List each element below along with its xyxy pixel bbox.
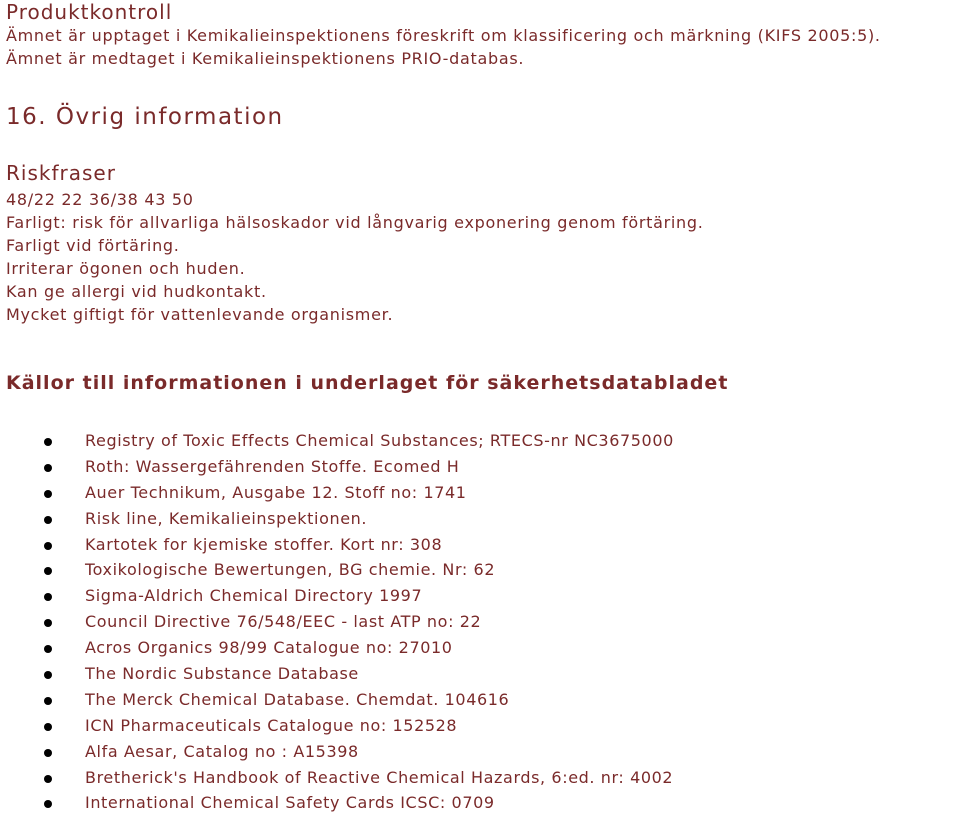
list-item: [6, 661, 674, 687]
source-text: Council Directive 76/548/EEC - last ATP no: 22: [85, 612, 482, 632]
bullet-icon: [44, 697, 52, 705]
source-text: The Merck Chemical Database. Chemdat. 104616: [85, 689, 510, 709]
riskfraser-line: Kan ge allergi vid hudkontakt.: [6, 282, 267, 301]
list-item: [6, 609, 674, 635]
bullet-icon: [44, 723, 52, 731]
produktkontroll-line-2: Ämnet är medtaget i Kemikalieinspektionens PRIO-databas.: [6, 49, 525, 68]
source-text: The Nordic Substance Database: [85, 664, 359, 684]
source-text: Kartotek for kjemiske stoffer. Kort nr: 308: [85, 534, 443, 554]
bullet-icon: [44, 619, 52, 627]
source-text: Alfa Aesar, Catalog no : A15398: [85, 741, 359, 761]
list-item: [6, 428, 674, 454]
bullet-icon: [44, 490, 52, 498]
list-item: [6, 506, 674, 532]
source-text: International Chemical Safety Cards ICSC: 0709: [85, 793, 495, 813]
bullet-icon: [44, 464, 52, 472]
source-text: Risk line, Kemikalieinspektionen.: [85, 508, 368, 528]
kallor-heading: Källor till informationen i underlaget för säkerhetsdatabladet: [6, 372, 729, 394]
riskfraser-line: Mycket giftigt för vattenlevande organismer.: [6, 305, 394, 324]
section-16-heading: 16. Övrig information: [6, 104, 284, 130]
bullet-icon: [44, 800, 52, 808]
bullet-icon: [44, 542, 52, 550]
source-text: Sigma-Aldrich Chemical Directory 1997: [85, 586, 423, 606]
bullet-icon: [44, 671, 52, 679]
produktkontroll-heading: Produktkontroll: [6, 0, 173, 24]
source-text: Acros Organics 98/99 Catalogue no: 27010: [85, 638, 453, 658]
list-item: [6, 765, 674, 791]
source-text: ICN Pharmaceuticals Catalogue no: 152528: [85, 715, 458, 735]
source-text: Toxikologische Bewertungen, BG chemie. Nr: 62: [85, 560, 496, 580]
bullet-icon: [44, 516, 52, 524]
list-item: [6, 739, 674, 765]
produktkontroll-line-1: Ämnet är upptaget i Kemikalieinspektionens föreskrift om klassificering och märkning (KIFS 2005:5).: [6, 26, 881, 45]
bullet-icon: [44, 593, 52, 601]
bullet-icon: [44, 567, 52, 575]
source-text: Roth: Wassergefährenden Stoffe. Ecomed H: [85, 456, 460, 476]
source-text: Registry of Toxic Effects Chemical Substances; RTECS-nr NC3675000: [85, 431, 674, 450]
source-text: Auer Technikum, Ausgabe 12. Stoff no: 1741: [85, 482, 467, 502]
riskfraser-codes: 48/22 22 36/38 43 50: [6, 190, 194, 209]
list-item: [6, 557, 674, 583]
list-item: [6, 454, 674, 480]
list-item: [6, 790, 674, 816]
list-item: [6, 532, 674, 558]
list-item: [6, 635, 674, 661]
list-item: [6, 687, 674, 713]
list-item: [6, 713, 674, 739]
source-text: Bretherick's Handbook of Reactive Chemical Hazards, 6:ed. nr: 4002: [85, 767, 674, 787]
bullet-icon: [44, 749, 52, 757]
sources-list: [6, 428, 674, 816]
bullet-icon: [44, 645, 52, 653]
bullet-icon: [44, 775, 52, 783]
riskfraser-heading: Riskfraser: [6, 161, 116, 185]
list-item: [6, 480, 674, 506]
list-item: [6, 583, 674, 609]
riskfraser-line: Farligt: risk för allvarliga hälsoskador vid långvarig exponering genom förtäring.: [6, 213, 704, 232]
bullet-icon: [44, 438, 52, 446]
riskfraser-line: Irriterar ögonen och huden.: [6, 259, 246, 278]
riskfraser-line: Farligt vid förtäring.: [6, 236, 180, 255]
